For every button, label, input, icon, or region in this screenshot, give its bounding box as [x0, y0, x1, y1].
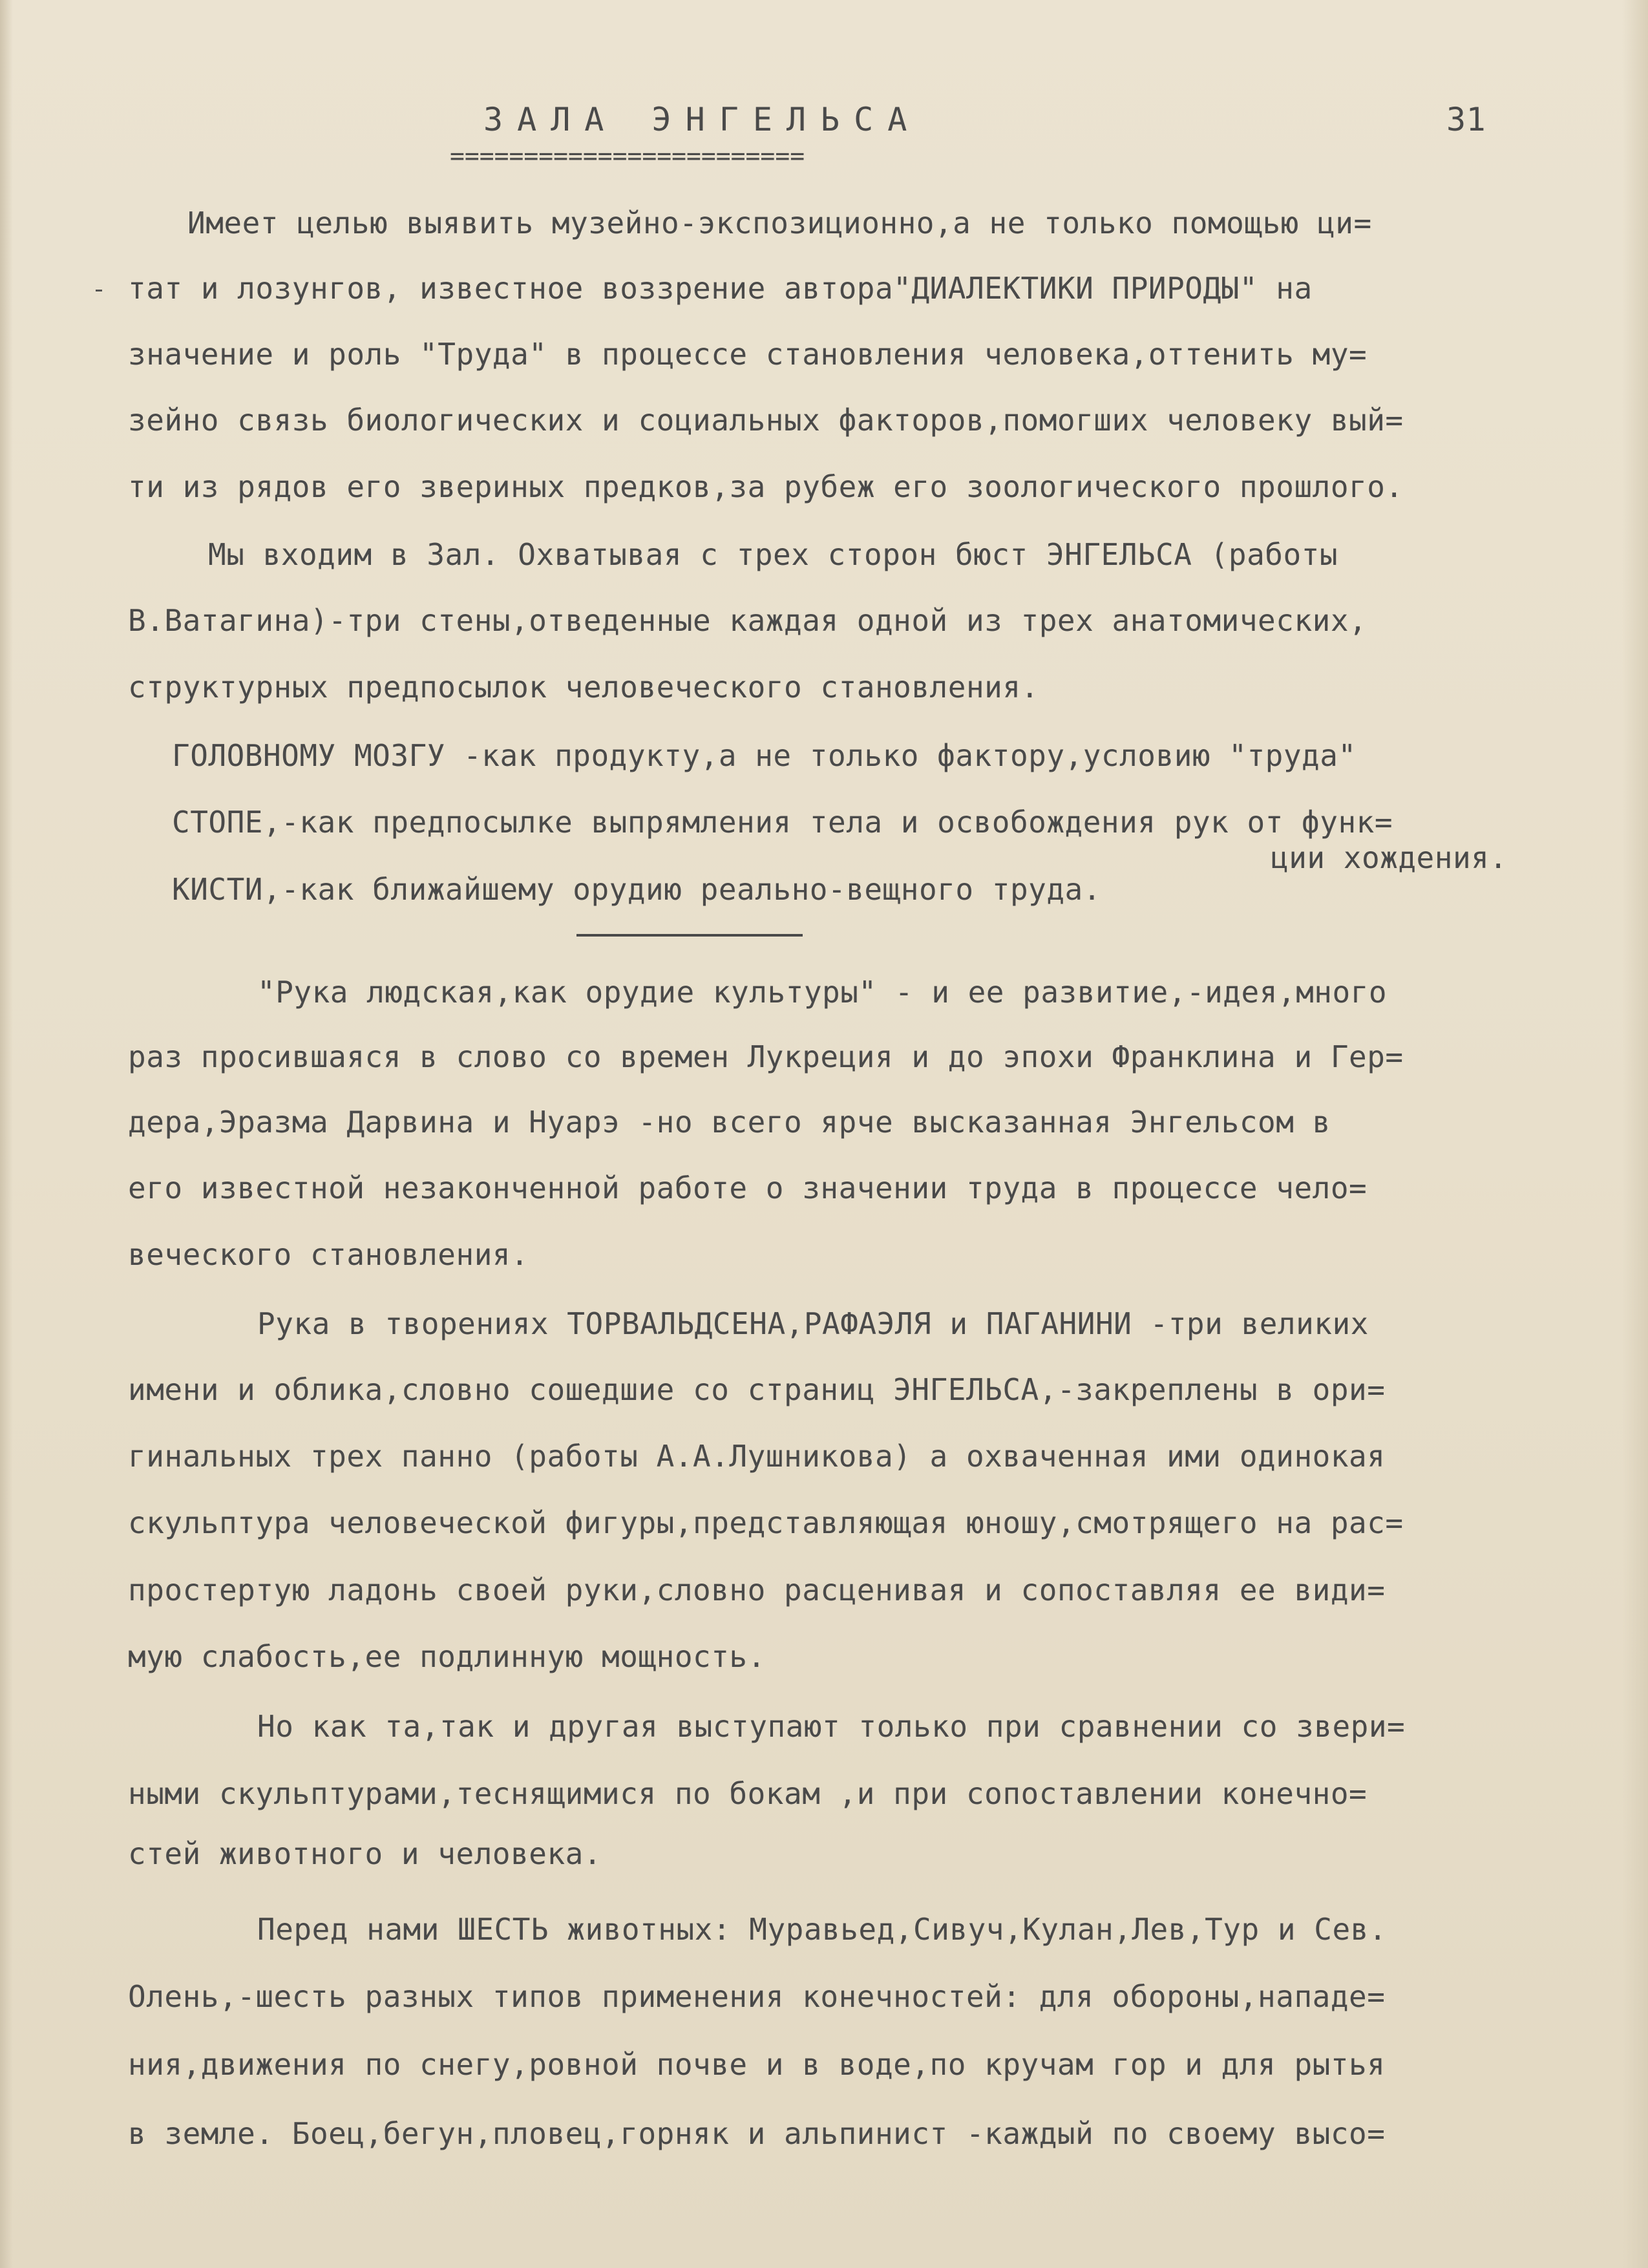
text-line: ции хождения. [1271, 840, 1508, 875]
text-line: тат и лозунгов, известное воззрение автора"ДИАЛЕКТИКИ ПРИРОДЫ" на [128, 271, 1313, 306]
text-line: Но как та,так и другая выступают только при сравнении со звери= [257, 1709, 1406, 1744]
text-line: В.Ватагина)-три стены,отведенные каждая одной из трех анатомических, [128, 603, 1368, 638]
text-line: ния,движения по снегу,ровной почве и в воде,по кручам гор и для рытья [128, 2047, 1386, 2082]
text-line: ГОЛОВНОМУ МОЗГУ -как продукту,а не только фактору,условию "труда" [172, 738, 1357, 773]
text-line: Имеет целью выявить музейно-экспозиционно,а не только помощью ци= [187, 206, 1372, 240]
text-line: структурных предпосылок человеческого становления. [128, 670, 1039, 705]
text-line: гинальных трех панно (работы А.А.Лушникова) а охваченная ими одинокая [128, 1439, 1386, 1474]
title-underline: ======================== [450, 142, 805, 170]
text-line: Рука в творениях ТОРВАЛЬДСЕНА,РАФАЭЛЯ и ПАГАНИНИ -три великих [257, 1306, 1369, 1341]
text-line: раз просившаяся в слово со времен Лукреция и до эпохи Франклина и Гер= [128, 1039, 1404, 1074]
text-line: Перед нами ШЕСТЬ животных: Муравьед,Сивуч,Кулан,Лев,Тур и Сев. [257, 1912, 1388, 1947]
text-line: ти из рядов его звериных предков,за рубеж его зоологического прошлого. [128, 469, 1404, 504]
text-line: Олень,-шесть разных типов применения конечностей: для обороны,нападе= [128, 1979, 1386, 2014]
text-line: КИСТИ,-как ближайшему орудию реально-вещного труда. [172, 872, 1101, 907]
margin-mark [96, 290, 102, 291]
text-line: имени и облика,словно сошедшие со страниц ЭНГЕЛЬСА,-закреплены в ори= [128, 1372, 1386, 1407]
text-line: дера,Эразма Дарвина и Нуарэ -но всего ярче высказанная Энгельсом в [128, 1105, 1331, 1139]
text-line: значение и роль "Труда" в процессе становления человека,оттенить му= [128, 337, 1368, 372]
text-line: его известной незаконченной работе о значении труда в процессе чело= [128, 1171, 1368, 1205]
text-line: Мы входим в Зал. Охватывая с трех сторон бюст ЭНГЕЛЬСА (работы [208, 537, 1338, 572]
page-title: ЗАЛА ЭНГЕЛЬСА [483, 101, 922, 138]
text-line: скульптура человеческой фигуры,представляющая юношу,смотрящего на рас= [128, 1505, 1404, 1540]
section-divider [576, 934, 803, 937]
text-line: СТОПЕ,-как предпосылке выпрямления тела и освобождения рук от функ= [172, 805, 1393, 840]
text-line: мую слабость,ее подлинную мощность. [128, 1639, 766, 1674]
page-number: 31 [1446, 101, 1486, 138]
text-line: "Рука людская,как орудие культуры" - и ее развитие,-идея,много [257, 975, 1388, 1010]
text-line: зейно связь биологических и социальных факторов,помогших человеку вый= [128, 403, 1404, 438]
text-line: веческого становления. [128, 1237, 529, 1272]
text-line: в земле. Боец,бегун,пловец,горняк и альпинист -каждый по своему высо= [128, 2116, 1386, 2151]
text-line: стей животного и человека. [128, 1836, 602, 1871]
paper-edge-right [1622, 0, 1648, 2268]
text-line: простертую ладонь своей руки,словно расценивая и сопоставляя ее види= [128, 1573, 1386, 1607]
paper-edge-left [0, 0, 13, 2268]
text-line: ными скульптурами,теснящимися по бокам ,и при сопоставлении конечно= [128, 1776, 1368, 1811]
